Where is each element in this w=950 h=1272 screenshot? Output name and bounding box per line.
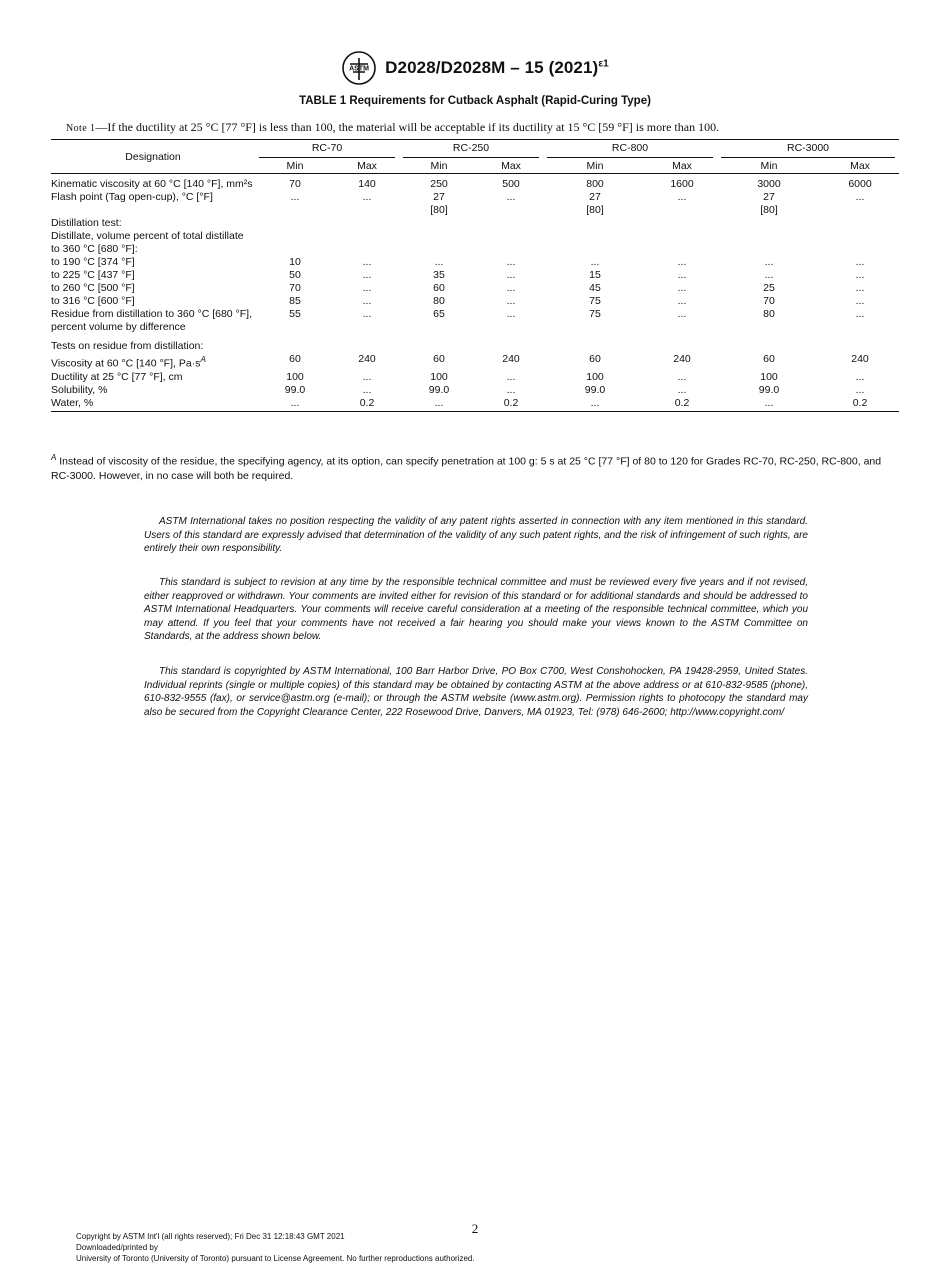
cell-value: ...: [677, 282, 687, 294]
cell-value: 100: [430, 370, 448, 383]
min-header: Min: [543, 158, 647, 174]
cell-value: ...: [855, 191, 865, 203]
max-header: Max: [479, 158, 543, 174]
cell-value: ...: [855, 383, 865, 396]
cell-value: ...: [255, 397, 335, 412]
cell-value: 500: [502, 178, 520, 190]
max-header: Max: [821, 158, 899, 174]
cell-value: ...: [677, 295, 687, 307]
cell-value: ...: [506, 295, 516, 307]
max-header: Max: [647, 158, 717, 174]
svg-text:ASTM: ASTM: [349, 65, 370, 73]
cell-value: 6000: [848, 178, 872, 190]
cell-value: ...: [506, 256, 516, 268]
cell-value: ...: [434, 256, 444, 268]
cell-value: 99.0: [758, 383, 780, 396]
table-row: [51, 282, 899, 295]
footer-line: University of Toronto (University of Toronto) pursuant to License Agreement. No further reproductions authorized.: [76, 1254, 475, 1263]
astm-logo-icon: [341, 50, 377, 86]
cell-value: 0.2: [479, 397, 543, 412]
cell-value: 45: [589, 282, 601, 294]
cell-value: ...: [362, 383, 372, 396]
cell-value: ...: [677, 269, 687, 281]
page-number: 2: [471, 1221, 479, 1236]
cell-value: 240: [502, 353, 520, 365]
row-label: to 225 °C [437 °F]: [51, 269, 135, 281]
cell-value: 70: [289, 178, 301, 190]
row-label: Solubility, %: [51, 383, 108, 396]
row-label: Distillation test:: [51, 217, 122, 229]
table-row: [51, 353, 899, 371]
cell-value: 80: [433, 295, 445, 307]
cell-value: 15: [589, 269, 601, 281]
copyright-notice: This standard is copyrighted by ASTM International, 100 Barr Harbor Drive, PO Box C700, West Conshohocken, PA 19428-2959, United States. Individual reprints (single or multiple copies) of this standard may be obtained by contacting ASTM at the above address or at 610-832-9585 (phone), 610-832-9555 (fax), or service@astm.org (e-mail); or through the ASTM website (www.astm.org). Permission rights to photocopy the standard may also be secured from the Copyright Clearance Center, 222 Rosewood Drive, Danvers, MA 01923, Tel: (978) 646-2600; http://www.copyright.com/: [144, 666, 808, 718]
cell-value: 27 [80]: [760, 191, 778, 216]
cell-value: ...: [590, 256, 600, 268]
footer-line: Copyright by ASTM Int'l (all rights reserved); Fri Dec 31 12:18:43 GMT 2021: [76, 1232, 345, 1241]
table-row: [51, 269, 899, 282]
cell-value: 60: [289, 353, 301, 365]
cell-value: 240: [673, 353, 691, 365]
cell-value: 0.2: [821, 397, 899, 412]
cell-value: 99.0: [428, 383, 450, 396]
row-label: Ductility at 25 °C [77 °F], cm: [51, 370, 183, 383]
cell-value: 70: [289, 282, 301, 294]
cell-value: ...: [717, 397, 821, 412]
cell-value: 60: [433, 353, 445, 365]
cell-value: 65: [433, 308, 445, 320]
table-row: [51, 174, 899, 192]
document-header: [0, 50, 950, 86]
table-row: [51, 230, 899, 256]
cell-value: ...: [506, 269, 516, 281]
cell-value: ...: [362, 370, 372, 383]
cell-value: ...: [677, 370, 687, 383]
cell-value: 100: [586, 370, 604, 383]
table-row: [51, 384, 899, 397]
requirements-table: [51, 139, 899, 412]
download-footer: [76, 1231, 475, 1264]
cell-value: 3000: [757, 178, 781, 190]
min-header: Min: [399, 158, 479, 174]
cell-value: 60: [763, 353, 775, 365]
group-header: RC-800: [543, 140, 717, 159]
min-header: Min: [717, 158, 821, 174]
cell-value: 1600: [670, 178, 694, 190]
cell-value: ...: [855, 269, 865, 281]
cell-value: ...: [362, 269, 372, 281]
row-label: Flash point (Tag open-cup), °C [°F]: [51, 191, 213, 203]
cell-value: ...: [362, 308, 372, 320]
cell-value: ...: [855, 370, 865, 383]
row-label: to 316 °C [600 °F]: [51, 295, 135, 307]
cell-value: ...: [855, 308, 865, 320]
cell-value: ...: [362, 295, 372, 307]
cell-value: 85: [289, 295, 301, 307]
cell-value: 240: [851, 353, 869, 365]
document-id: D2028/D2028M – 15 $(2021)^{\varepsilon 1}$: [385, 58, 609, 77]
cell-value: 50: [289, 269, 301, 281]
table-row: [51, 191, 899, 217]
cell-value: 75: [589, 295, 601, 307]
cell-value: ...: [362, 282, 372, 294]
cell-value: 27 [80]: [430, 191, 448, 216]
cell-value: ...: [543, 397, 647, 412]
cell-value: ...: [362, 191, 372, 203]
cell-value: 250: [430, 178, 448, 190]
cell-value: 99.0: [284, 383, 306, 396]
cell-value: ...: [677, 191, 687, 203]
cell-value: 100: [760, 370, 778, 383]
row-label: to 190 °C [374 °F]: [51, 256, 135, 268]
cell-value: ...: [506, 191, 516, 203]
table-note: Note 1—If the ductility at 25 °C [77 °F] is less than 100, the material will be acceptable if its ductility at 15 °C [59 °F] is more than 100.: [66, 120, 720, 134]
table-footnote: $^A$ Instead of viscosity of the residue, the specifying agency, at its option, can specify penetration at 100 g: 5 s at 25 °C [77 °F] of 80 to 120 for Grades RC-70, RC-250, RC-800, and RC-3000. However, in no case will both be required.: [51, 453, 882, 482]
cell-value: 0.2: [647, 397, 717, 412]
cell-value: ...: [764, 269, 774, 281]
cell-value: 80: [763, 308, 775, 320]
row-label: Tests on residue from distillation:: [51, 340, 204, 352]
cell-value: ...: [399, 397, 479, 412]
cell-value: ...: [506, 370, 516, 383]
min-header: Min: [255, 158, 335, 174]
patent-disclaimer: ASTM International takes no position respecting the validity of any patent rights asserted in connection with any item mentioned in this standard. Users of this standard are expressly advised that determination of the validity of any such patent rights, and the risk of infringement of such rights, are entirely their own responsibility.: [144, 516, 808, 554]
row-label: Kinematic viscosity at 60 °C [140 °F], mm²s: [51, 178, 253, 190]
cell-value: 60: [589, 353, 601, 365]
cell-value: 99.0: [584, 383, 606, 396]
cell-value: ...: [506, 308, 516, 320]
cell-value: 0.2: [335, 397, 399, 412]
table-row: [51, 217, 899, 230]
cell-value: ...: [677, 308, 687, 320]
designation-header: Designation: [51, 140, 255, 174]
cell-value: ...: [855, 282, 865, 294]
cell-value: ...: [855, 256, 865, 268]
cell-value: 75: [589, 308, 601, 320]
table-row: [51, 340, 899, 353]
cell-value: ...: [855, 295, 865, 307]
cell-value: 10: [289, 256, 301, 268]
cell-value: 240: [358, 353, 376, 365]
table-row: [51, 295, 899, 308]
row-label: Water, %: [51, 397, 255, 412]
row-label: to 260 °C [500 °F]: [51, 282, 135, 294]
table-row: [51, 371, 899, 384]
table-row: [51, 256, 899, 269]
group-header: RC-250: [399, 140, 543, 159]
cell-value: ...: [764, 256, 774, 268]
cell-value: ...: [290, 191, 300, 203]
group-header: RC-70: [255, 140, 399, 159]
cell-value: 25: [763, 282, 775, 294]
table-title: TABLE 1 Requirements for Cutback Asphalt (Rapid-Curing Type): [299, 95, 651, 107]
cell-value: 800: [586, 178, 604, 190]
cell-value: 60: [433, 282, 445, 294]
cell-value: 27 [80]: [586, 191, 604, 216]
cell-value: 35: [433, 269, 445, 281]
row-label: Residue from distillation to 360 °C [680 °F], percent volume by difference: [51, 308, 252, 333]
cell-value: 70: [763, 295, 775, 307]
cell-value: 100: [286, 370, 304, 383]
cell-value: ...: [506, 282, 516, 294]
cell-value: ...: [362, 256, 372, 268]
group-header: RC-3000: [717, 140, 899, 159]
table-row: [51, 308, 899, 334]
cell-value: ...: [677, 383, 687, 396]
max-header: Max: [335, 158, 399, 174]
revision-disclaimer: This standard is subject to revision at any time by the responsible technical committee and must be reviewed every five years and if not revised, either reapproved or withdrawn. Your comments are invited either for revision of this standard or for additional standards and should be addressed to ASTM International Headquarters. Your comments will receive careful consideration at a meeting of the responsible technical committee, which you may attend. If you feel that your comments have not received a fair hearing you should make your views known to the ASTM Committee on Standards, at the address shown below.: [144, 577, 808, 642]
row-label: Distillate, volume percent of total distillate to 360 °C [680 °F]:: [51, 230, 244, 255]
cell-value: 55: [289, 308, 301, 320]
table-row: [51, 397, 899, 412]
cell-value: 140: [358, 178, 376, 190]
footer-line: Downloaded/printed by: [76, 1243, 158, 1252]
cell-value: ...: [677, 256, 687, 268]
cell-value: ...: [506, 383, 516, 396]
row-label: Viscosity at 60 °C [140 °F], $Pa\cdot s^A$: [51, 355, 206, 370]
